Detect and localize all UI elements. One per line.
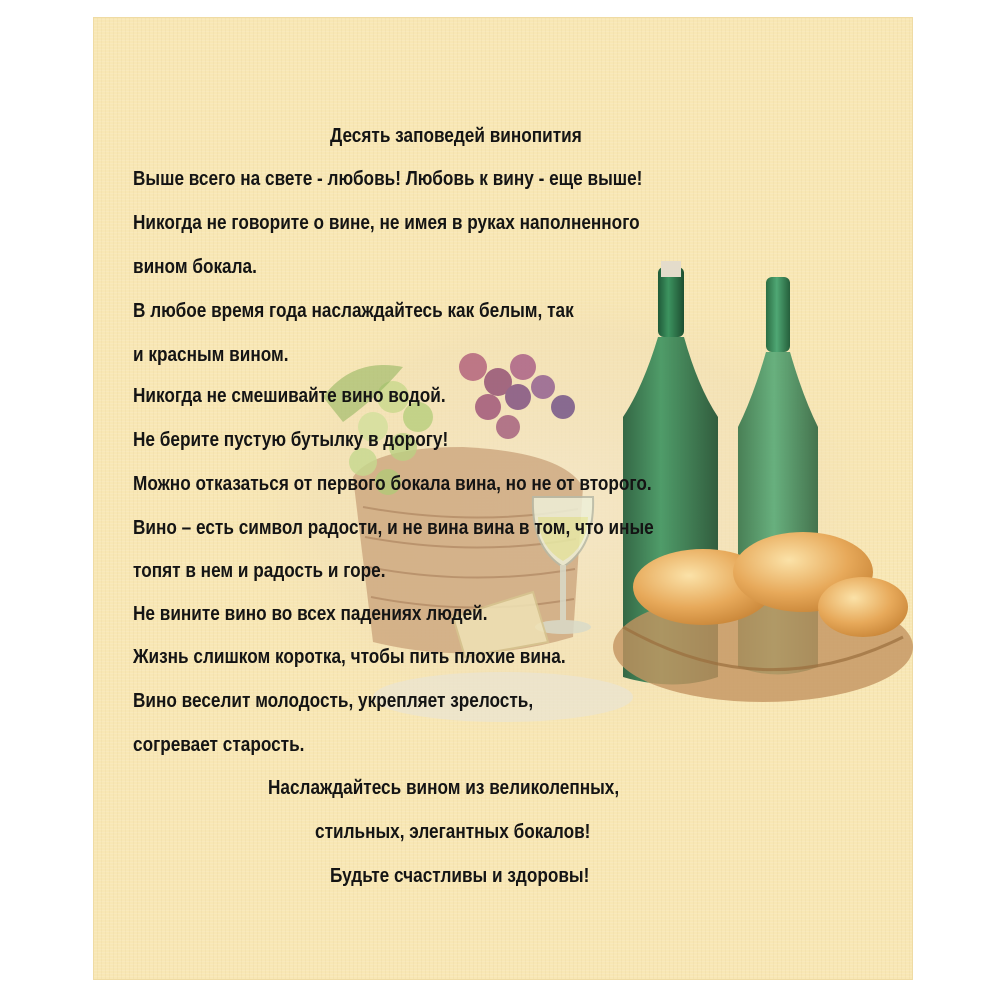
commandment-line: Не вините вино во всех падениях людей.	[133, 603, 488, 625]
commandment-line: и красным вином.	[133, 344, 289, 366]
commandment-line: Выше всего на свете - любовь! Любовь к вину - еще выше!	[133, 168, 643, 190]
commandment-line: Можно отказаться от первого бокала вина, но не от второго.	[133, 473, 652, 495]
commandment-line: Никогда не смешивайте вино водой.	[133, 385, 446, 407]
closing-line: Будьте счастливы и здоровы!	[330, 865, 590, 887]
commandment-line: топят в нем и радость и горе.	[133, 560, 386, 582]
commandment-line: Никогда не говорите о вине, не имея в руках наполненного	[133, 212, 640, 234]
commandment-line: Вино – есть символ радости, и не вина вина в том, что иные	[133, 517, 654, 539]
commandment-line: Жизнь слишком коротка, чтобы пить плохие вина.	[133, 646, 566, 668]
commandment-line: В любое время года наслаждайтесь как белым, так	[133, 300, 574, 322]
commandment-line: Не берите пустую бутылку в дорогу!	[133, 429, 449, 451]
closing-line: стильных, элегантных бокалов!	[315, 821, 591, 843]
commandment-line: вином бокала.	[133, 256, 257, 278]
commandment-line: Вино веселит молодость, укрепляет зрелость,	[133, 690, 534, 712]
card-title: Десять заповедей винопития	[330, 125, 582, 147]
closing-line: Наслаждайтесь вином из великолепных,	[268, 777, 620, 799]
commandment-line: согревает старость.	[133, 734, 305, 756]
